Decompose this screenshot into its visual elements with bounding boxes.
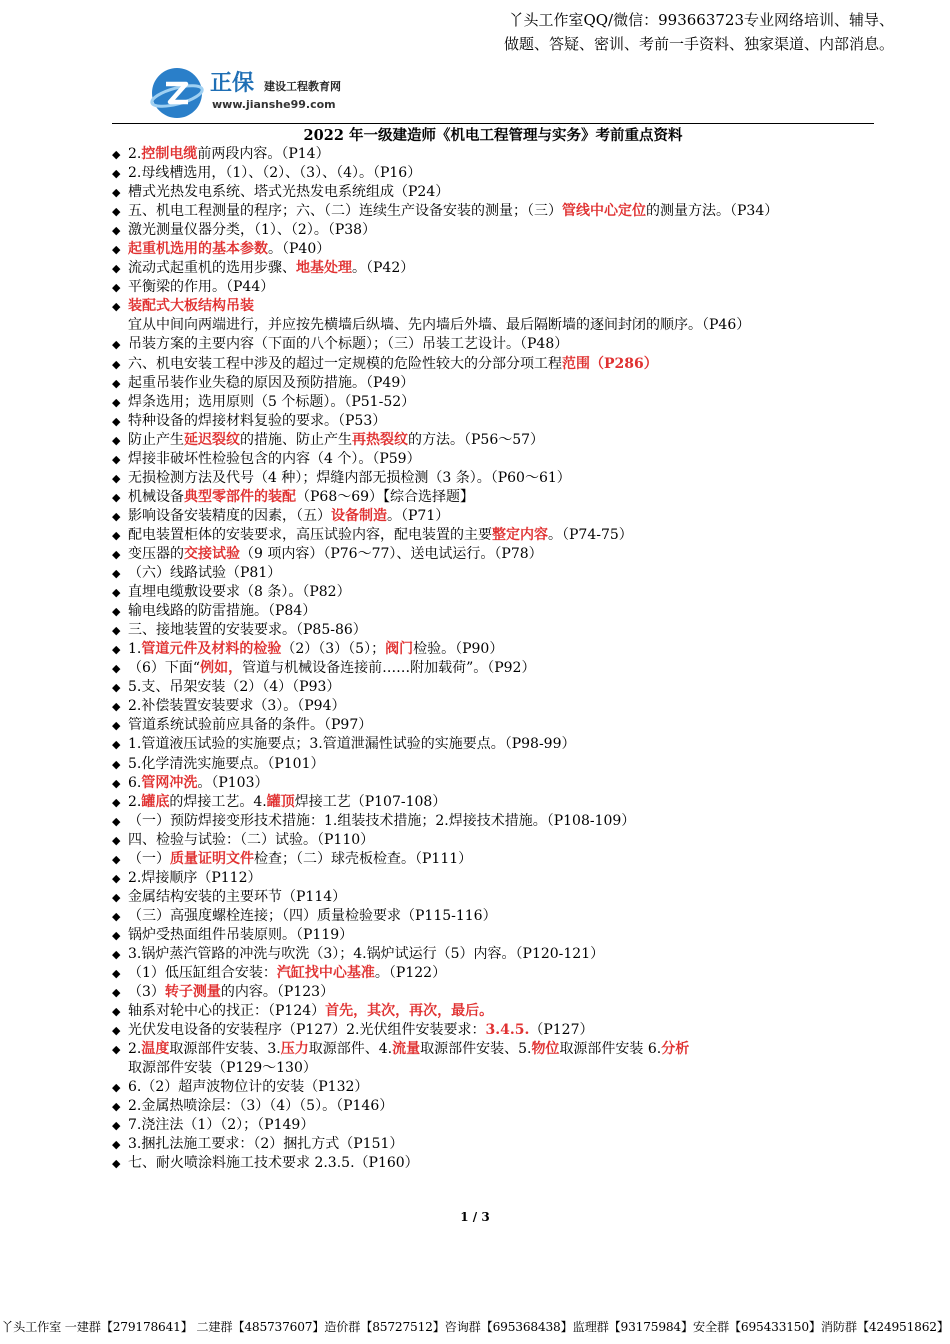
list-item [112, 640, 874, 659]
item-text: 锅炉受热面组件吊装原则。（P119） [128, 926, 354, 943]
list-item [112, 183, 874, 202]
logo [150, 66, 360, 120]
list-item [112, 583, 874, 602]
item-text: 的测量方法。（P34） [646, 203, 779, 220]
item-text: 2. [128, 793, 142, 810]
page-number: 1 / 3 [460, 1210, 490, 1224]
item-text: 平衡梁的作用。（P44） [128, 279, 275, 296]
highlight-text: 质量证明文件 [170, 850, 254, 867]
list-item [112, 1116, 874, 1135]
item-text: 2.母线槽选用，（1）、（2）、（3）、（4）。（P16） [128, 165, 422, 182]
item-text: 管道系统试验前应具备的条件。（P97） [128, 717, 373, 734]
highlight-text: 管道元件及材料的检验 [141, 641, 282, 658]
list-item [112, 983, 874, 1002]
item-text: 防止产生 [128, 431, 184, 448]
list-item [112, 1002, 874, 1021]
list-item [112, 564, 874, 583]
item-text: （三）高强度螺栓连接；（四）质量检验要求（P115-116） [128, 907, 497, 924]
list-item [112, 431, 874, 450]
list-item [112, 393, 874, 412]
highlight-text: 3.4.5. [485, 1022, 530, 1039]
list-item [112, 755, 874, 774]
list-item [112, 240, 874, 259]
highlight-text: 分析 [661, 1041, 690, 1058]
list-item [112, 850, 874, 869]
item-text: 。（P42） [352, 260, 415, 277]
highlight-text: 首先，其次，再次，最后。 [325, 1003, 494, 1020]
item-text: 取源部件安装、3. [169, 1041, 281, 1058]
header-rule [112, 123, 874, 124]
item-text: 的内容。（P123） [220, 984, 335, 1001]
item-text: 检查；（二）球壳板检查。（P111） [254, 850, 473, 867]
item-text: 宜从中间向两端进行，并应按先横墙后纵墙、先内墙后外墙、最后隔断墙的逐间封闭的顺序。（P46） [128, 317, 751, 334]
footer-groups: 丫头工作室 一建群【279178641】 二建群【485737607】造价群【85727512】咨询群【695368438】监理群【93175984】安全群【695433150】消防群【424951862】 [1, 1320, 949, 1334]
item-text: （1）低压缸组合安装： [128, 965, 277, 982]
item-text: 前两段内容。（P14） [197, 146, 330, 162]
item-text: 焊接工艺（P107-108） [294, 793, 447, 810]
item-text: 5.化学清洗实施要点。（P101） [128, 755, 325, 772]
item-text: （六）线路试验（P81） [128, 565, 282, 582]
item-text: 七、耐火喷涂料施工技术要求 2.3.5.（P160） [128, 1155, 419, 1172]
item-text: （9 项内容）（P76～77）、送电试运行。（P78） [240, 545, 543, 562]
item-text: 。（P71） [387, 507, 450, 524]
list-item [112, 907, 874, 926]
list-item [112, 202, 874, 221]
highlight-text: 温度 [141, 1041, 170, 1058]
item-text: 光伏发电设备的安装程序（P127）2.光伏组件安装要求： [128, 1022, 486, 1039]
header-note [504, 8, 894, 56]
list-item [112, 221, 874, 240]
item-text: 2.补偿装置安装要求（3）。（P94） [128, 698, 346, 715]
logo-brand: 正保 [210, 71, 255, 96]
item-text: 3.捆扎法施工要求：（2）捆扎方式（P151） [128, 1136, 404, 1153]
item-text: 激光测量仪器分类，（1）、（2）。（P38） [128, 222, 377, 239]
item-text: （2）（3）（5）； [281, 641, 386, 658]
list-item [112, 735, 874, 754]
highlight-text: 例如， [200, 660, 243, 677]
highlight-text: 罐底 [141, 793, 170, 810]
item-text: 。（P122） [374, 965, 447, 982]
item-text: 检验。（P90） [413, 641, 504, 658]
list-item [112, 697, 874, 716]
highlight-text: 整定内容 [492, 526, 548, 543]
item-text: 三、接地装置的安装要求。（P85-86） [128, 622, 367, 639]
list-item [112, 469, 874, 488]
item-text: 配电装置柜体的安装要求，高压试验内容，配电装置的主要 [128, 526, 492, 543]
item-text: 焊接非破坏性检验包含的内容（4 个）。（P59） [128, 450, 421, 467]
item-text: （P127） [529, 1022, 594, 1039]
list-item [112, 488, 874, 507]
item-text: 1.管道液压试验的实施要点；3.管道泄漏性试验的实施要点。（P98-99） [128, 736, 576, 753]
item-text: 取源部件、4. [308, 1041, 393, 1058]
list-item [112, 1135, 874, 1154]
item-text: 2.焊接顺序（P112） [128, 869, 262, 886]
item-text: 变压器的 [128, 545, 184, 562]
item-text: 取源部件安装 6. [559, 1041, 662, 1058]
list-item [112, 964, 874, 983]
item-text: 。（P40） [268, 241, 331, 258]
list-item [112, 716, 874, 735]
list-item [112, 1097, 874, 1116]
highlight-text: 装配式大板结构吊装 [128, 298, 254, 315]
list-item [112, 812, 874, 831]
item-text: 五、机电工程测量的程序；六、（二）连续生产设备安装的测量；（三） [128, 203, 562, 220]
list-item [112, 355, 874, 374]
key-points-list [112, 145, 874, 1174]
list-item [112, 678, 874, 697]
item-text: 。（P103） [197, 774, 269, 791]
item-text: 吊装方案的主要内容（下面的八个标题）；（三）吊装工艺设计。（P48） [128, 336, 569, 353]
highlight-text: 延迟裂纹 [184, 431, 240, 448]
list-item [112, 450, 874, 469]
highlight-text: 起重机选用的基本参数 [128, 241, 268, 258]
highlight-text: 典型零部件的装配 [184, 488, 296, 505]
header-note-line2: 做题、答疑、密训、考前一手资料、独家渠道、内部消息。 [503, 35, 894, 53]
highlight-text: 罐顶 [266, 793, 295, 810]
logo-subtitle: 建设工程教育网 [264, 80, 341, 93]
item-text: （一） [128, 850, 170, 867]
list-item [112, 831, 874, 850]
item-text: 槽式光热发电系统、塔式光热发电系统组成（P24） [128, 184, 450, 201]
highlight-text: 汽缸找中心基准 [276, 965, 375, 982]
item-text: 的焊接工艺。4. [169, 793, 267, 810]
item-text: 5.支、吊架安装（2）（4）（P93） [128, 679, 341, 696]
list-item [112, 945, 874, 964]
item-text: 。（P74-75） [548, 526, 633, 543]
list-item [112, 1021, 874, 1040]
highlight-text: 物位 [531, 1041, 560, 1058]
item-text: 轴系对轮中心的找正：（P124） [128, 1003, 326, 1020]
item-text: 1. [128, 641, 142, 658]
item-text: 2. [128, 1041, 142, 1058]
item-text: （3） [128, 984, 165, 1001]
list-item [112, 145, 874, 164]
list-item [112, 335, 874, 354]
list-item [112, 412, 874, 431]
item-text: 四、检验与试验：（二）试验。（P110） [128, 831, 375, 848]
list-item [112, 888, 874, 907]
list-item [112, 869, 874, 888]
logo-mark-icon [150, 66, 204, 120]
item-text: 6. [128, 774, 142, 791]
list-item [112, 164, 874, 183]
list-item [112, 621, 874, 640]
list-item [112, 507, 874, 526]
highlight-text: 管网冲洗 [141, 774, 198, 791]
item-text: （6）下面“ [128, 660, 201, 677]
header-note-line1: 丫头工作室QQ/微信：993663723专业网络培训、辅导、 [508, 11, 894, 29]
list-item [112, 774, 874, 793]
item-text: 2.金属热喷涂层：（3）（4）（5）。（P146） [128, 1098, 394, 1115]
list-item [112, 545, 874, 564]
list-item [112, 1078, 874, 1097]
list-item [112, 259, 874, 278]
item-text: 输电线路的防雷措施。（P84） [128, 603, 317, 620]
item-text: 特种设备的焊接材料复验的要求。（P53） [128, 412, 387, 429]
list-item [112, 374, 874, 393]
item-text: 机械设备 [128, 488, 184, 505]
item-text: （P68～69）【综合选择题】 [296, 488, 475, 505]
list-item [112, 526, 874, 545]
item-text: 7.浇注法（1）（2）；（P149） [128, 1117, 315, 1134]
item-text: 3.锅炉蒸汽管路的冲洗与吹洗（3）；4.锅炉试运行（5）内容。（P120-121） [128, 945, 605, 962]
list-item [112, 1040, 874, 1078]
logo-url: www.jianshe99.com [212, 98, 336, 111]
item-text: 无损检测方法及代号（4 种）；焊缝内部无损检测（3 条）。（P60～61） [128, 469, 571, 486]
item-text: （一）预防焊接变形技术措施：1.组装技术措施；2.焊接技术措施。（P108-109） [128, 812, 636, 829]
item-text: 取源部件安装、5. [420, 1041, 532, 1058]
highlight-text: 地基处理 [296, 260, 352, 277]
list-item [112, 602, 874, 621]
item-text: 影响设备安装精度的因素，（五） [128, 507, 331, 524]
highlight-text: 控制电缆 [141, 146, 198, 162]
highlight-text: 交接试验 [184, 545, 240, 562]
list-item [112, 926, 874, 945]
list-item [112, 297, 874, 335]
item-text: 的措施、防止产生 [240, 431, 352, 448]
item-text: 直埋电缆敷设要求（8 条）。（P82） [128, 584, 351, 601]
list-item [112, 659, 874, 678]
item-text: 的方法。（P56～57） [408, 431, 545, 448]
list-item [112, 278, 874, 297]
highlight-text: 流量 [392, 1041, 421, 1058]
highlight-text: 转子测量 [164, 984, 221, 1001]
item-text: 起重吊装作业失稳的原因及预防措施。（P49） [128, 374, 415, 391]
list-item [112, 793, 874, 812]
list-item [112, 1154, 874, 1173]
item-text: 流动式起重机的选用步骤、 [128, 260, 296, 277]
highlight-text: 设备制造 [331, 507, 387, 524]
highlight-text: 压力 [280, 1041, 309, 1058]
item-text: 金属结构安装的主要环节（P114） [128, 888, 347, 905]
highlight-text: 管线中心定位 [562, 203, 646, 220]
highlight-text: 阀门 [385, 641, 414, 658]
item-text: 取源部件安装（P129～130） [128, 1060, 317, 1077]
item-text: 6.（2）超声波物位计的安装（P132） [128, 1079, 369, 1096]
item-text: 焊条选用；选用原则（5 个标题）。（P51-52） [128, 393, 416, 410]
page-title: 2022 年一级建造师《机电工程管理与实务》考前重点资料 [303, 127, 683, 144]
item-text: 管道与机械设备连接前……附加载荷”。（P92） [242, 660, 536, 677]
highlight-text: 再热裂纹 [352, 431, 408, 448]
highlight-text: 范围（P286） [562, 355, 658, 372]
item-text: 2. [128, 146, 142, 162]
item-text: 六、机电安装工程中涉及的超过一定规模的危险性较大的分部分项工程 [128, 355, 562, 372]
